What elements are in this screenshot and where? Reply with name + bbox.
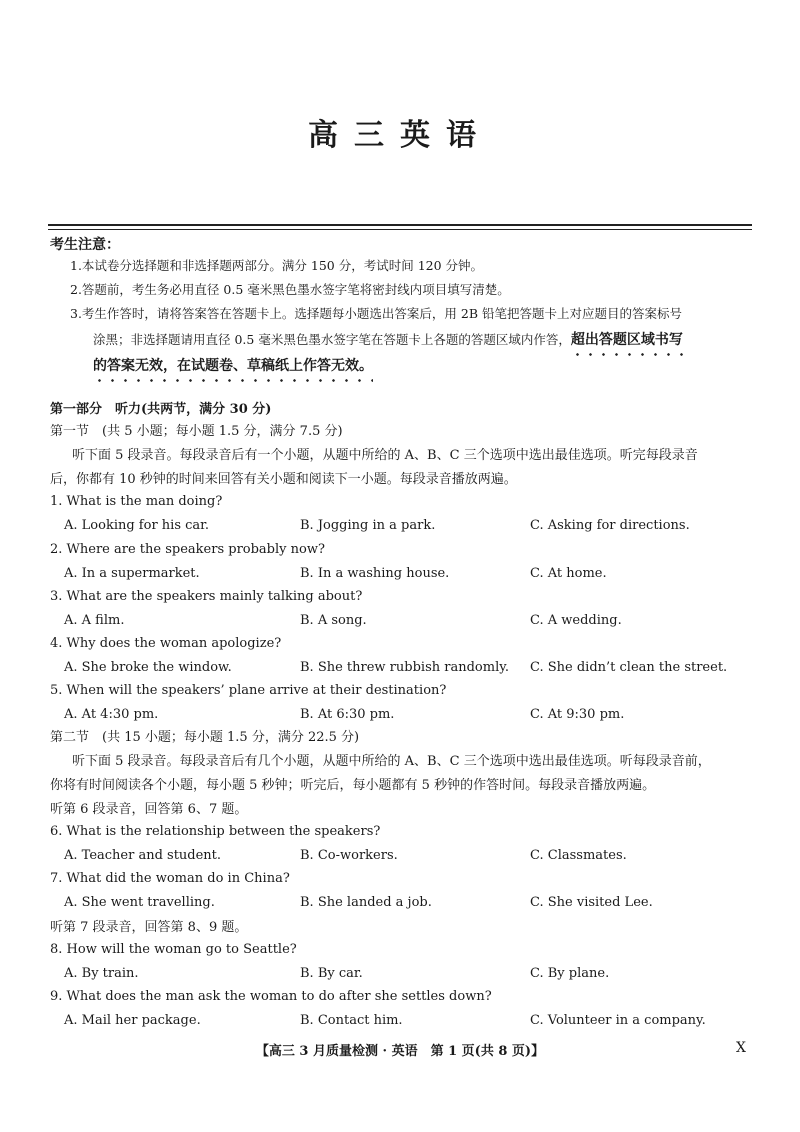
exam-title: 高三英语 bbox=[308, 118, 492, 153]
notice-item-1: 1.本试卷分选择题和非选择题两部分。满分 150 分，考试时间 120 分钟。 bbox=[70, 258, 484, 273]
option-3a[interactable]: A. A film. bbox=[64, 613, 125, 628]
question-2: 2. Where are the speakers probably now? bbox=[50, 542, 325, 557]
section2-instruction-b: 你将有时间阅读各个小题，每小题 5 秒钟；听完后，每小题都有 5 秒钟的作答时间。每段录音播放两遍。 bbox=[50, 778, 656, 793]
option-4a[interactable]: A. She broke the window. bbox=[64, 660, 232, 675]
notice-item-2: 2.答题前，考生务必用直径 0.5 毫米黑色墨水签字笔将密封线内项目填写清楚。 bbox=[70, 282, 510, 297]
option-5a[interactable]: A. At 4:30 pm. bbox=[64, 707, 159, 722]
notice-item-3-cont bbox=[93, 330, 753, 350]
option-9c[interactable]: C. Volunteer in a company. bbox=[530, 1013, 706, 1028]
header-rule bbox=[48, 224, 752, 226]
option-2c[interactable]: C. At home. bbox=[530, 566, 607, 581]
notice-item-3-end bbox=[93, 356, 773, 376]
option-7b[interactable]: B. She landed a job. bbox=[300, 895, 432, 910]
question-5: 5. When will the speakers’ plane arrive at their destination? bbox=[50, 683, 447, 698]
option-1a[interactable]: A. Looking for his car. bbox=[64, 518, 210, 533]
section2-heading: 第二节 (共 15 小题；每小题 1.5 分，满分 22.5 分) bbox=[50, 730, 360, 745]
part1-heading: 第一部分 听力(共两节，满分 30 分) bbox=[50, 402, 272, 417]
question-7: 7. What did the woman do in China? bbox=[50, 871, 290, 886]
option-9b[interactable]: B. Contact him. bbox=[300, 1013, 403, 1028]
option-5b[interactable]: B. At 6:30 pm. bbox=[300, 707, 395, 722]
notice-heading: 考生注意： bbox=[50, 237, 120, 253]
question-6: 6. What is the relationship between the speakers? bbox=[50, 824, 381, 839]
section1-instruction-a: 听下面 5 段录音。每段录音后有一个小题，从题中所给的 A、B、C 三个选项中选出最佳选项。听完每段录音 bbox=[72, 448, 698, 463]
option-6a[interactable]: A. Teacher and student. bbox=[64, 848, 222, 863]
audio-6-instruction: 听第 6 段录音，回答第 6、7 题。 bbox=[50, 802, 248, 817]
option-4c[interactable]: C. She didn’t clean the street. bbox=[530, 660, 728, 675]
option-8c[interactable]: C. By plane. bbox=[530, 966, 610, 981]
option-7c[interactable]: C. She visited Lee. bbox=[530, 895, 653, 910]
option-1c[interactable]: C. Asking for directions. bbox=[530, 518, 690, 533]
option-6c[interactable]: C. Classmates. bbox=[530, 848, 627, 863]
question-8: 8. How will the woman go to Seattle? bbox=[50, 942, 297, 957]
option-2b[interactable]: B. In a washing house. bbox=[300, 566, 450, 581]
option-3b[interactable]: B. A song. bbox=[300, 613, 367, 628]
audio-7-instruction: 听第 7 段录音，回答第 8、9 题。 bbox=[50, 920, 248, 935]
footer-mark: X bbox=[736, 1040, 746, 1056]
question-1: 1. What is the man doing? bbox=[50, 494, 223, 509]
section1-instruction-b: 后，你都有 10 秒钟的时间来回答有关小题和阅读下一小题。每段录音播放两遍。 bbox=[50, 472, 517, 487]
option-1b[interactable]: B. Jogging in a park. bbox=[300, 518, 436, 533]
option-9a[interactable]: A. Mail her package. bbox=[64, 1013, 201, 1028]
option-6b[interactable]: B. Co-workers. bbox=[300, 848, 398, 863]
page-footer: 【高三 3 月质量检测 · 英语 第 1 页(共 8 页)】 bbox=[255, 1044, 545, 1059]
option-4b[interactable]: B. She threw rubbish randomly. bbox=[300, 660, 509, 675]
option-8b[interactable]: B. By car. bbox=[300, 966, 363, 981]
notice-emphasis-2: 的答案无效，在试题卷、草稿纸上作答无效。 bbox=[93, 358, 373, 374]
question-4: 4. Why does the woman apologize? bbox=[50, 636, 282, 651]
notice-emphasis-1: 超出答题区域书写 bbox=[570, 332, 683, 348]
option-7a[interactable]: A. She went travelling. bbox=[64, 895, 215, 910]
notice-item-3-text: 涂黑；非选择题请用直径 0.5 毫米黑色墨水签字笔在答题卡上各题的答题区域内作答， bbox=[93, 332, 571, 347]
option-8a[interactable]: A. By train. bbox=[64, 966, 139, 981]
section1-heading: 第一节 (共 5 小题；每小题 1.5 分，满分 7.5 分) bbox=[50, 424, 343, 439]
header-rule-thin bbox=[48, 229, 752, 230]
option-3c[interactable]: C. A wedding. bbox=[530, 613, 622, 628]
section2-instruction-a: 听下面 5 段录音。每段录音后有几个小题，从题中所给的 A、B、C 三个选项中选出最佳选项。听每段录音前， bbox=[72, 754, 711, 769]
option-5c[interactable]: C. At 9:30 pm. bbox=[530, 707, 625, 722]
question-3: 3. What are the speakers mainly talking about? bbox=[50, 589, 363, 604]
notice-item-3: 3.考生作答时，请将答案答在答题卡上。选择题每小题选出答案后，用 2B 铅笔把答题卡上对应题目的答案标号 bbox=[70, 306, 683, 321]
option-2a[interactable]: A. In a supermarket. bbox=[64, 566, 200, 581]
question-9: 9. What does the man ask the woman to do after she settles down? bbox=[50, 989, 492, 1004]
